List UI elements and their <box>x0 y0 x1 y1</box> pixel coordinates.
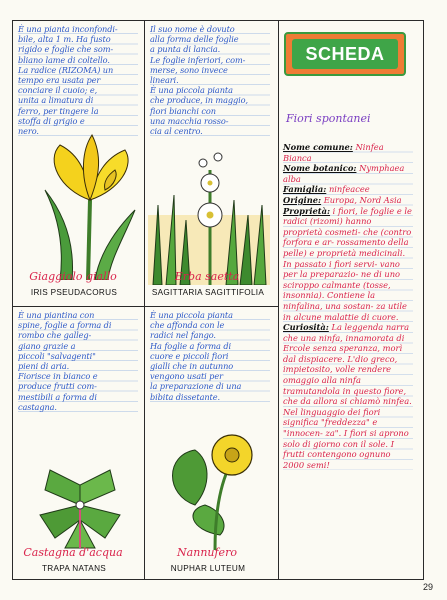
grid-divider-v2 <box>278 20 279 580</box>
grid-divider-h <box>12 306 278 307</box>
botanical-name-label: Nome botanico: <box>283 163 357 174</box>
origin-row <box>283 195 413 206</box>
nuphar-common-name: Nannufero <box>177 546 237 559</box>
common-name-row <box>283 142 413 163</box>
nuphar-stem <box>215 465 230 550</box>
grid-border-left <box>12 20 13 580</box>
sagittaria-common-name: Erba saetta <box>174 270 240 283</box>
properties-value: i fiori, le foglie e le radici (rizomi) hanno proprietà cosmeti- che (contro forfora e ar- rossamento della pelle) e proprietà medicinali. In passato i fiori servi- vano per la preparazio- ne di uno sciroppo calmante (tosse, insonnia). Contiene la ninfalina, una sostan- za utile in alcune malattie di cuore. <box>283 205 412 322</box>
nuphar-flower-center <box>225 448 239 462</box>
sagittaria-illustration <box>148 145 270 285</box>
botanical-name-row <box>283 163 413 184</box>
botanical-name-value: Nymphaea alba <box>283 163 405 184</box>
trapa-flower <box>76 501 84 509</box>
grid-border-top <box>12 20 424 21</box>
iris-stem <box>88 200 90 280</box>
origin-value: Europa, Nord Asia <box>323 194 402 205</box>
common-name-label: Nome comune: <box>283 142 353 152</box>
sagittaria-bud-2 <box>214 153 222 161</box>
section-title: Fiori spontanei <box>286 112 371 125</box>
iris-common-name: Giaggiolo giallo <box>29 270 117 283</box>
iris-illustration <box>40 130 140 280</box>
trapa-common-name: Castagna d'acqua <box>23 546 123 559</box>
grid-border-bottom <box>12 579 424 580</box>
iris-latin-name: IRIS PSEUDACORUS <box>30 288 118 297</box>
scheda-badge-inner <box>292 39 398 69</box>
family-label: Famiglia: <box>283 184 327 195</box>
nuphar-illustration <box>160 425 270 550</box>
family-row <box>283 184 413 195</box>
curiosity-label: Curiosità: <box>283 322 329 333</box>
family-value: ninfeacee <box>328 184 370 195</box>
page-number: 29 <box>422 582 433 592</box>
trapa-description: È una piantina con spine, foglie a forma di rombo che galleg- giano grazie a piccoli "salvagenti" pieni di aria. Fiorisce in bianco e produce frutti com- mestibili a forma di castagna. <box>18 310 138 412</box>
nuphar-leaf <box>173 450 208 505</box>
common-name-value: Ninfea Bianca <box>283 142 384 163</box>
scheda-content <box>283 142 413 470</box>
iris-description: È una pianta inconfondi- bile, alta 1 m. Ha fusto rigido e foglie che som- bliano lame di coltello. La radice (RIZOMA) un tempo era usata per conciare il cuoio; e, unita a limatura di ferro, per tingere la stoffa di grigio e nero. <box>18 24 138 136</box>
trapa-latin-name: TRAPA NATANS <box>41 564 107 573</box>
nuphar-description: È una piccola pianta che affonda con le radici nel fango. Ha foglie a forma di cuore e piccoli fiori gialli che in autunno vengono usati per la preparazione di una bibita dissetante. <box>150 310 270 402</box>
origin-label: Origine: <box>283 194 322 205</box>
sagittaria-flower-center-1 <box>207 212 214 219</box>
scheda-label: SCHEDA <box>305 43 385 64</box>
iris-leaf-left <box>45 190 73 280</box>
trapa-illustration <box>30 460 130 550</box>
grid-divider-v1 <box>144 20 145 580</box>
sagittaria-bud-1 <box>199 159 207 167</box>
properties-row <box>283 206 413 323</box>
sagittaria-description: Il suo nome è dovuto alla forma delle foglie a punta di lancia. Le foglie inferiori, com- merse, sono invece lineari. È una piccola pianta che produce, in maggio, fiori bianchi con una macchia rosso- cia al centro. <box>150 24 270 136</box>
curiosity-row <box>283 322 413 470</box>
curiosity-value: La leggenda narra che una ninfa, innamorata di Ercole senza speranza, morì dal dispiacere. L'dio greco, impietosito, volle rendere omaggio alla ninfa tramutandola in questo fiore, che da allora si chiamò ninfea. Nel linguaggio dei fiori significa "freddezza" e "innocen- za". I fiori si aprono solo di giorno con il sole. I frutti contengono ognuno 2000 semi! <box>283 322 412 470</box>
nuphar-latin-name: NUPHAR LUTEUM <box>170 564 246 573</box>
scheda-badge <box>284 32 406 76</box>
properties-label: Proprietà: <box>283 205 331 216</box>
sagittaria-flower-center-2 <box>208 181 213 186</box>
nuphar-leaf-2 <box>193 505 224 535</box>
grid-border-right <box>423 20 424 580</box>
sagittaria-latin-name: SAGITTARIA SAGITTIFOLIA <box>151 288 265 297</box>
